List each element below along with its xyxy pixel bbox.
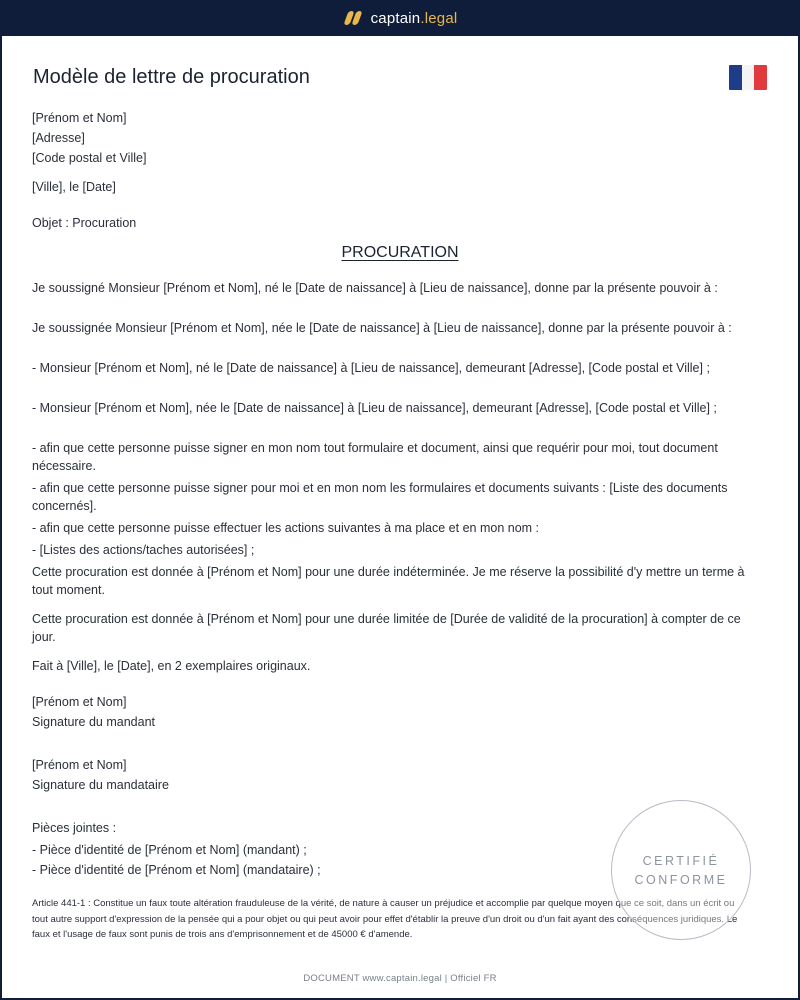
mandant-name: [Prénom et Nom]	[32, 695, 127, 709]
mandant-signature: Signature du mandant	[32, 715, 156, 729]
mandataire-name: [Prénom et Nom]	[32, 758, 127, 772]
paragraph-mandant-female: Je soussignée Monsieur [Prénom et Nom], née le [Date de naissance] à [Lieu de naissance], donne par la présente pouvoir à :	[32, 321, 732, 335]
certified-stamp	[611, 800, 751, 940]
sender-name: [Prénom et Nom]	[32, 111, 127, 125]
paragraph-scope-all: - afin que cette personne puisse signer en mon nom tout formulaire et document, ainsi que requérir pour moi, tout document nécessaire.	[32, 441, 718, 473]
page-title: Modèle de lettre de procuration	[33, 66, 310, 88]
france-flag-icon	[729, 65, 767, 90]
paragraph-mandataire-female: - Monsieur [Prénom et Nom], née le [Date de naissance] à [Lieu de naissance], demeurant [Adresse], [Code postal et Ville] ;	[32, 401, 717, 415]
letter-object: Objet : Procuration	[32, 216, 137, 230]
mandataire-signature: Signature du mandataire	[32, 778, 169, 792]
paragraph-mandataire-male: - Monsieur [Prénom et Nom], né le [Date de naissance] à [Lieu de naissance], demeurant [Adresse], [Code postal et Ville] ;	[32, 361, 710, 375]
place-date: [Ville], le [Date]	[32, 180, 116, 194]
stamp-line: CERTIFIÉ	[642, 853, 720, 868]
paragraph-duration-limited: Cette procuration est donnée à [Prénom et Nom] pour une durée limitée de [Durée de validité de la procuration] à compter de ce jour.	[32, 612, 741, 644]
paragraph-mandant-male: Je soussigné Monsieur [Prénom et Nom], né le [Date de naissance] à [Lieu de naissance], donne par la présente pouvoir à :	[32, 281, 718, 295]
paragraph-scope-actions: - afin que cette personne puisse effectuer les actions suivantes à ma place et en mon nom :	[32, 521, 540, 535]
paragraph-scope-documents: - afin que cette personne puisse signer pour moi et en mon nom les formulaires et documents suivants : [Liste des documents concernés].	[32, 481, 728, 513]
brand-logo-link[interactable]	[343, 10, 458, 27]
document-page	[2, 36, 798, 998]
brand-name: captain.legal	[370, 9, 458, 27]
document-heading: PROCURATION	[341, 244, 459, 261]
paragraph-duration-indefinite: Cette procuration est donnée à [Prénom et Nom] pour une durée indéterminée. Je me réserve la possibilité d'y mettre un terme à tout moment.	[32, 565, 745, 597]
attachment-item: - Pièce d'identité de [Prénom et Nom] (mandataire) ;	[32, 863, 321, 877]
captain-legal-logo-icon	[343, 10, 363, 26]
paragraph-done-at: Fait à [Ville], le [Date], en 2 exemplaires originaux.	[32, 659, 311, 673]
stamp-line: CONFORME	[634, 872, 728, 887]
footer-note: DOCUMENT www.captain.legal | Officiel FR	[303, 973, 497, 984]
attachments-label: Pièces jointes :	[32, 821, 117, 835]
top-bar	[0, 0, 800, 36]
sender-city: [Code postal et Ville]	[32, 151, 147, 165]
sender-address: [Adresse]	[32, 131, 85, 145]
paragraph-actions-list: - [Listes des actions/taches autorisées] ;	[32, 543, 255, 557]
attachment-item: - Pièce d'identité de [Prénom et Nom] (mandant) ;	[32, 843, 307, 857]
legal-notice: Article 441-1 : Constitue un faux toute altération frauduleuse de la vérité, de nature à causer un préjudice et accomplie par quelque moyen que ce soit, dans un écrit ou tout autre support d'expression de la pensée qui a pour objet ou qui peut avoir pour effet d'établir la preuve d'un droit ou d'un fait ayant des conséquences juridiques. Le faux et l'usage de faux sont punis de trois ans d'emprisonnement et de 45000 € d'amende.	[32, 898, 738, 940]
